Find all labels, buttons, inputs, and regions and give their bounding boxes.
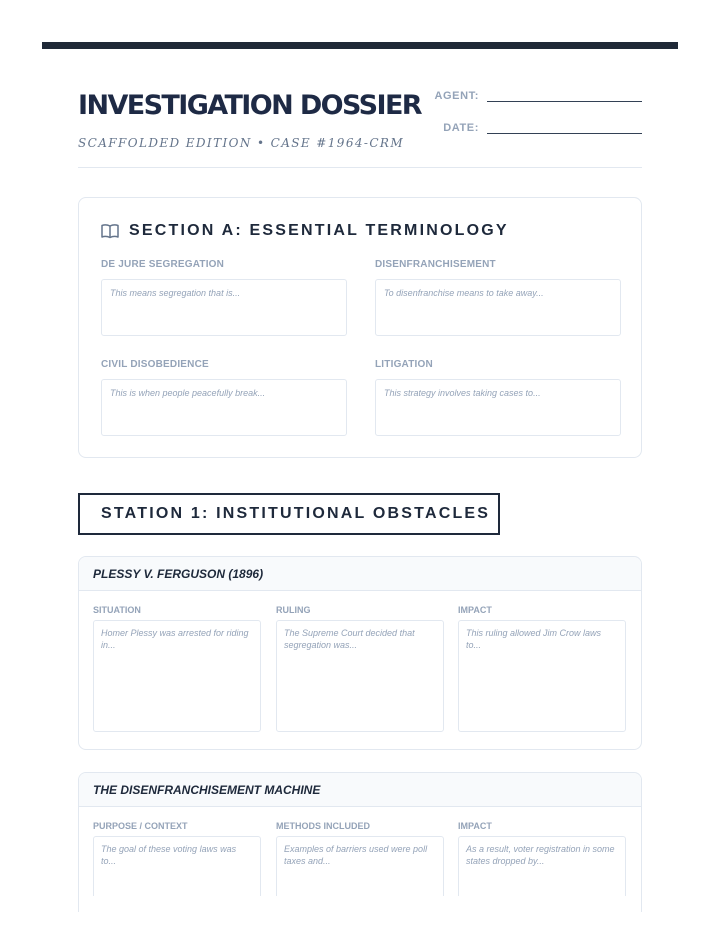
card-title: THE DISENFRANCHISEMENT MACHINE bbox=[93, 782, 321, 797]
card-header bbox=[79, 773, 641, 807]
date-input-line[interactable] bbox=[487, 120, 642, 134]
book-icon bbox=[101, 223, 119, 239]
column-answer-box[interactable]: This ruling allowed Jim Crow laws to... bbox=[458, 620, 626, 732]
card-header bbox=[79, 557, 641, 591]
agent-label: AGENT: bbox=[434, 90, 479, 102]
column-purpose-context bbox=[93, 821, 261, 896]
dossier-header bbox=[78, 84, 642, 168]
plessy-card bbox=[78, 556, 642, 750]
column-answer-box[interactable]: The goal of these voting laws was to... bbox=[93, 836, 261, 896]
section-a-terminology bbox=[78, 197, 642, 458]
agent-field-row bbox=[431, 88, 642, 102]
date-label: DATE: bbox=[443, 122, 479, 134]
term-answer-box[interactable]: To disenfranchise means to take away... bbox=[375, 279, 621, 336]
section-a-title: SECTION A: ESSENTIAL TERMINOLOGY bbox=[129, 222, 509, 239]
section-a-header bbox=[101, 222, 509, 240]
column-answer-box[interactable]: Examples of barriers used were poll taxes and... bbox=[276, 836, 444, 896]
column-impact bbox=[458, 605, 626, 732]
station-1-banner bbox=[78, 493, 500, 535]
column-label: SITUATION bbox=[93, 605, 141, 615]
column-ruling bbox=[276, 605, 444, 732]
column-answer-box[interactable]: Homer Plessy was arrested for riding in... bbox=[93, 620, 261, 732]
column-impact bbox=[458, 821, 626, 896]
term-label: CIVIL DISOBEDIENCE bbox=[101, 359, 209, 370]
column-methods-included bbox=[276, 821, 444, 896]
card-title: PLESSY V. FERGUSON (1896) bbox=[93, 566, 264, 581]
column-label: IMPACT bbox=[458, 821, 492, 831]
column-label: PURPOSE / CONTEXT bbox=[93, 821, 188, 831]
column-answer-box[interactable]: As a result, voter registration in some states dropped by... bbox=[458, 836, 626, 896]
term-label: DISENFRANCHISEMENT bbox=[375, 259, 496, 270]
column-situation bbox=[93, 605, 261, 732]
date-field-row bbox=[431, 120, 642, 134]
term-answer-box[interactable]: This is when people peacefully break... bbox=[101, 379, 347, 436]
station-1-title: STATION 1: INSTITUTIONAL OBSTACLES bbox=[101, 505, 491, 522]
term-label: DE JURE SEGREGATION bbox=[101, 259, 225, 270]
term-disenfranchisement bbox=[375, 259, 621, 336]
column-answer-box[interactable]: The Supreme Court decided that segregation was... bbox=[276, 620, 444, 732]
term-civil-disobedience bbox=[101, 359, 347, 436]
column-label: METHODS INCLUDED bbox=[276, 821, 370, 831]
term-litigation bbox=[375, 359, 621, 436]
page-subtitle: SCAFFOLDED EDITION • CASE #1964-CRM bbox=[78, 136, 405, 150]
column-label: RULING bbox=[276, 605, 311, 615]
top-rule bbox=[42, 42, 678, 49]
term-answer-box[interactable]: This strategy involves taking cases to... bbox=[375, 379, 621, 436]
term-de-jure-segregation bbox=[101, 259, 347, 336]
column-label: IMPACT bbox=[458, 605, 492, 615]
disenfranchisement-card bbox=[78, 772, 642, 912]
term-label: LITIGATION bbox=[375, 359, 433, 370]
page-title: INVESTIGATION DOSSIER bbox=[78, 90, 421, 121]
term-answer-box[interactable]: This means segregation that is... bbox=[101, 279, 347, 336]
agent-input-line[interactable] bbox=[487, 88, 642, 102]
